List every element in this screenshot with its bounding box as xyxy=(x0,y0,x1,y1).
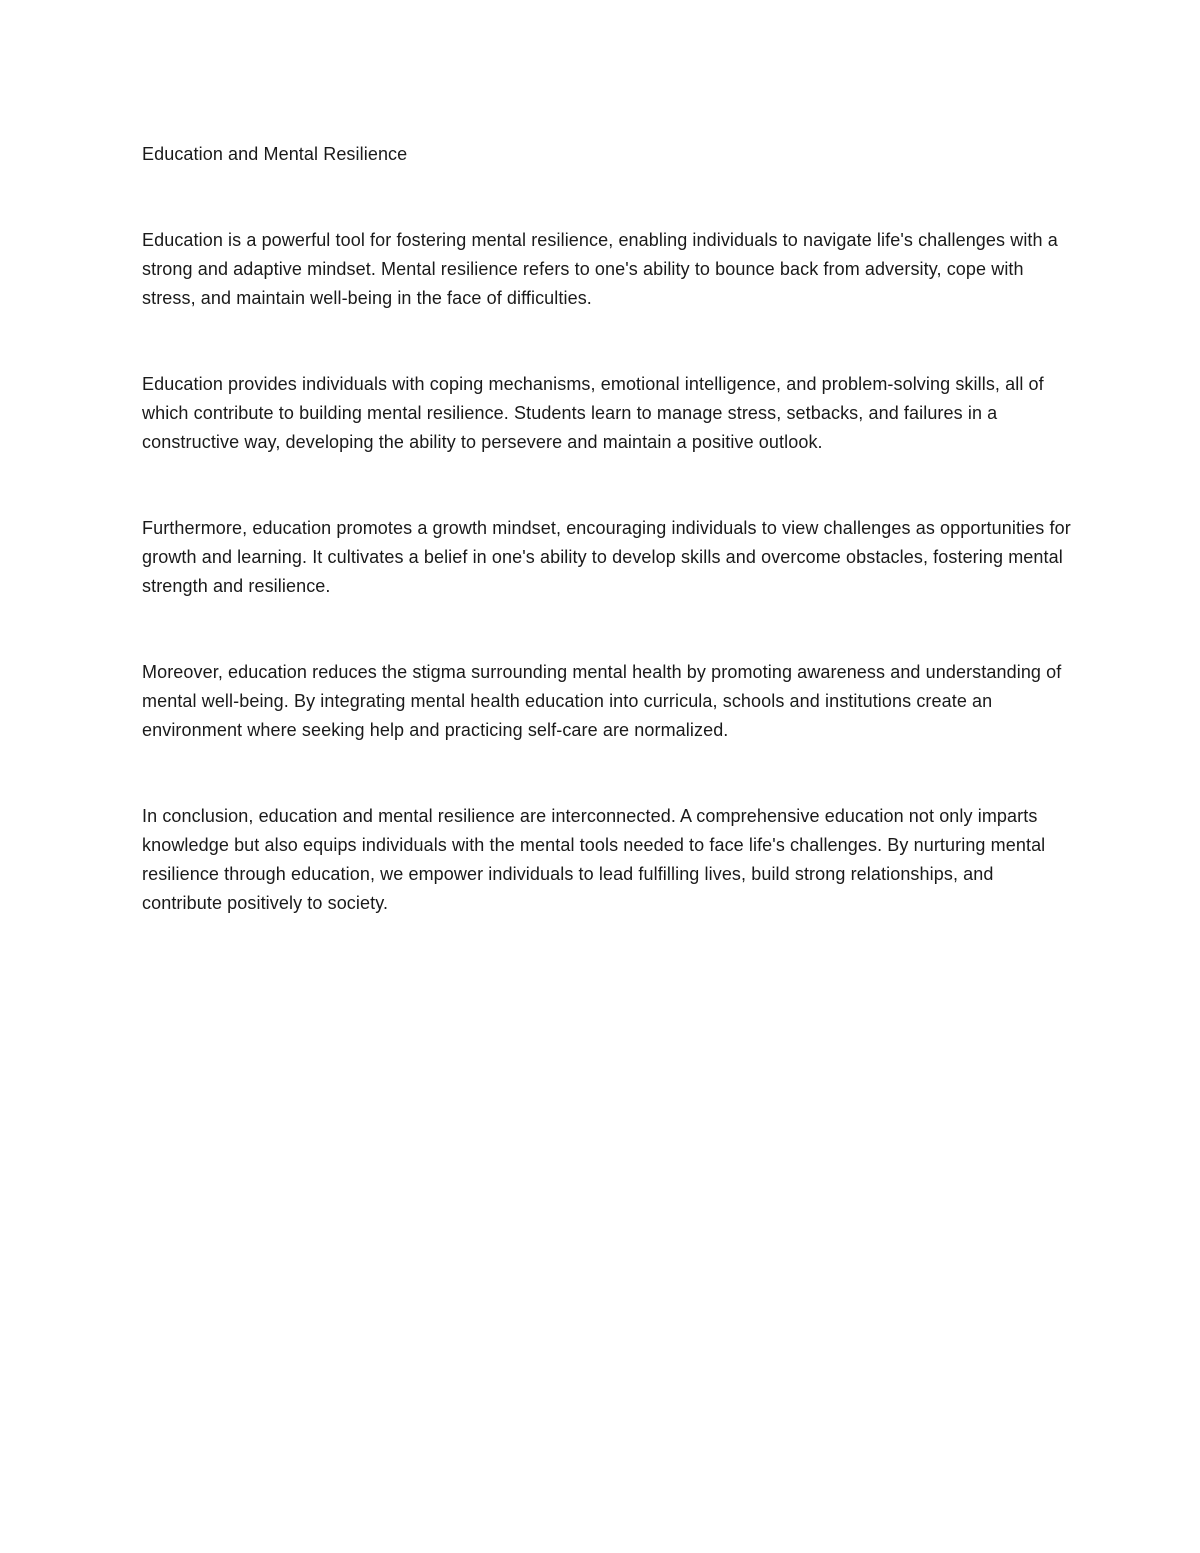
document-body xyxy=(142,140,1072,918)
document-title: Education and Mental Resilience xyxy=(142,144,408,164)
paragraph-growth-mindset: Furthermore, education promotes a growth mindset, encouraging individuals to view challenges as opportunities for growth and learning. It cultivates a belief in one's ability to develop skills and overcome obstacles, fostering mental strength and resilience. xyxy=(142,518,1071,596)
paragraph-stigma: Moreover, education reduces the stigma surrounding mental health by promoting awareness and understanding of mental well-being. By integrating mental health education into curricula, schools and institutions create an environment where seeking help and practicing self-care are normalized. xyxy=(142,662,1062,740)
paragraph-intro: Education is a powerful tool for fostering mental resilience, enabling individuals to navigate life's challenges with a strong and adaptive mindset. Mental resilience refers to one's ability to bounce back from adversity, cope with stress, and maintain well-being in the face of difficulties. xyxy=(142,230,1058,308)
paragraph-conclusion: In conclusion, education and mental resilience are interconnected. A comprehensive education not only imparts knowledge but also equips individuals with the mental tools needed to face life's challenges. By nurturing mental resilience through education, we empower individuals to lead fulfilling lives, build strong relationships, and contribute positively to society. xyxy=(142,806,1046,913)
paragraph-coping-skills: Education provides individuals with coping mechanisms, emotional intelligence, and problem-solving skills, all of which contribute to building mental resilience. Students learn to manage stress, setbacks, and failures in a constructive way, developing the ability to persevere and maintain a positive outlook. xyxy=(142,374,1044,452)
